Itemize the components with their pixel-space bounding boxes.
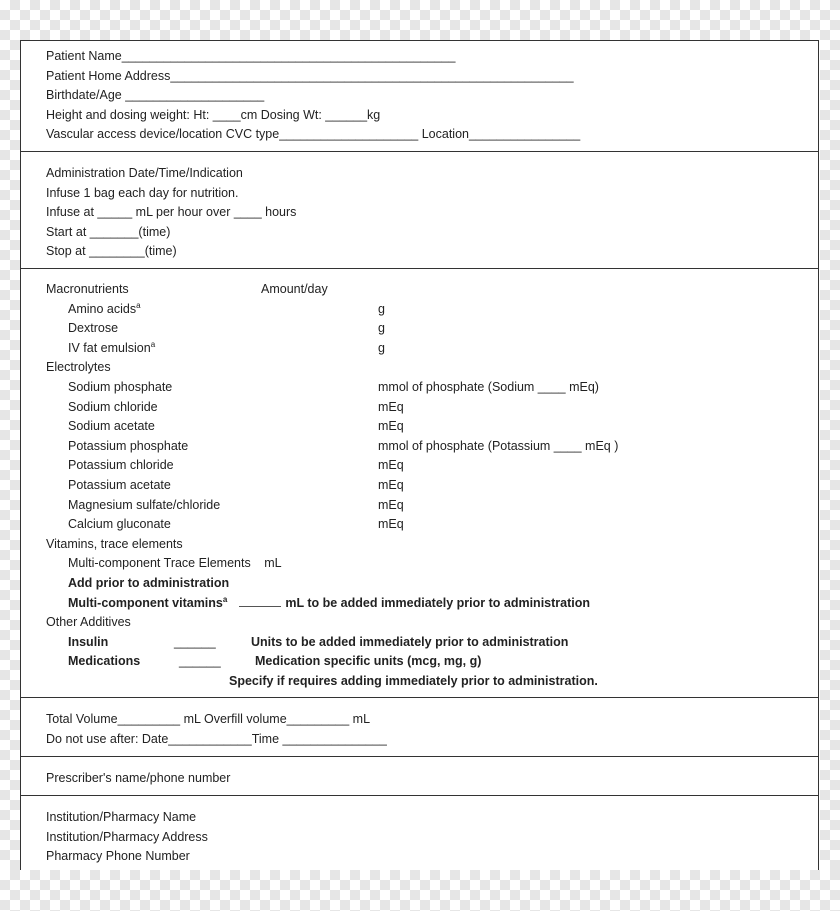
- footnote-marker: a: [150, 339, 156, 349]
- do-not-use-after-line: Do not use after: Date____________Time _______________: [46, 731, 387, 746]
- parenteral-nutrition-order-form: [20, 40, 819, 870]
- electrolyte-unit: mEq: [378, 458, 404, 473]
- trace-elements-unit: mL: [264, 556, 282, 571]
- institution-name-line: Institution/Pharmacy Name: [46, 810, 197, 824]
- vitamins-note: mL to be added immediately prior to administration: [285, 595, 591, 610]
- macronutrients-heading-row: [21, 280, 818, 300]
- infuse-rate-line: Infuse at _____ mL per hour over ____ hours: [46, 205, 297, 220]
- electrolyte-unit: mEq: [378, 399, 404, 414]
- patient-name-line: Patient Name________________________________________________: [46, 49, 456, 63]
- macro-unit: g: [378, 321, 385, 336]
- vitamins-row: [21, 594, 818, 614]
- vitamins-label: Multi-component vitamins: [68, 595, 223, 610]
- electrolyte-name: Potassium phosphate: [68, 438, 189, 453]
- electrolyte-row: [21, 378, 818, 398]
- other-additives-heading: Other Additives: [46, 615, 131, 630]
- pharmacy-phone-line: Pharmacy Phone Number: [46, 849, 190, 864]
- macro-unit: g: [378, 340, 385, 355]
- total-volume-line: Total Volume_________ mL Overfill volume_________ mL: [46, 712, 371, 726]
- trace-elements-label: Multi-component Trace Elements: [68, 556, 251, 571]
- volume-section: [21, 698, 818, 757]
- electrolyte-name: Calcium gluconate: [68, 517, 171, 532]
- patient-info-section: [21, 41, 818, 152]
- medications-note: Medication specific units (mcg, mg, g): [255, 654, 482, 669]
- stop-time-line: Stop at ________(time): [46, 244, 177, 259]
- electrolyte-name: Potassium chloride: [68, 458, 174, 473]
- medications-row: [21, 652, 818, 672]
- electrolyte-row: [21, 496, 818, 516]
- macro-name: Amino acids: [68, 301, 137, 316]
- nutrients-section: [21, 269, 818, 698]
- vitamins-trace-heading: Vitamins, trace elements: [46, 536, 183, 551]
- macronutrients-heading: Macronutrients: [46, 282, 129, 296]
- macro-row: [21, 319, 818, 339]
- electrolyte-row: [21, 476, 818, 496]
- start-time-line: Start at _______(time): [46, 224, 171, 239]
- trace-elements-row: [21, 554, 818, 574]
- add-prior-note: Add prior to administration: [68, 575, 230, 590]
- patient-address-line: Patient Home Address__________________________________________________________: [46, 68, 574, 83]
- electrolyte-name: Sodium acetate: [68, 419, 155, 434]
- electrolyte-unit: mmol of phosphate (Potassium ____ mEq ): [378, 438, 619, 453]
- electrolyte-name: Sodium chloride: [68, 399, 158, 414]
- electrolyte-unit: mEq: [378, 517, 404, 532]
- macro-name: Dextrose: [68, 321, 119, 336]
- insulin-blank: ______: [174, 634, 216, 649]
- administration-heading: Administration Date/Time/Indication: [46, 166, 243, 180]
- birthdate-age-line: Birthdate/Age ____________________: [46, 88, 265, 103]
- electrolyte-unit: mEq: [378, 477, 404, 492]
- macro-row: [21, 339, 818, 359]
- electrolyte-name: Magnesium sulfate/chloride: [68, 497, 221, 512]
- electrolyte-name: Sodium phosphate: [68, 379, 173, 394]
- insulin-note: Units to be added immediately prior to administration: [251, 634, 569, 649]
- electrolytes-heading: Electrolytes: [46, 360, 111, 375]
- electrolyte-unit: mmol of phosphate (Sodium ____ mEq): [378, 379, 599, 394]
- electrolyte-row: [21, 417, 818, 437]
- transparent-background-right: [820, 40, 840, 870]
- electrolyte-row: [21, 398, 818, 418]
- electrolyte-row: [21, 515, 818, 535]
- electrolyte-row: [21, 456, 818, 476]
- electrolyte-unit: mEq: [378, 497, 404, 512]
- transparent-background-top: [0, 0, 840, 40]
- vitamins-blank-line: [239, 598, 281, 607]
- amount-per-day-heading: Amount/day: [261, 282, 328, 296]
- macro-name: IV fat emulsion: [68, 340, 151, 355]
- vascular-access-line: Vascular access device/location CVC type____________________ Location________________: [46, 127, 581, 142]
- transparent-background-left: [0, 40, 20, 870]
- prescriber-section: [21, 757, 818, 796]
- insulin-row: [21, 633, 818, 653]
- footnote-marker: a: [136, 300, 141, 310]
- electrolyte-row: [21, 437, 818, 457]
- prescriber-line: Prescriber's name/phone number: [46, 771, 231, 785]
- medications-blank: ______: [179, 654, 221, 669]
- insulin-label: Insulin: [68, 634, 109, 649]
- administration-section: [21, 152, 818, 269]
- macro-row: [21, 300, 818, 320]
- electrolyte-unit: mEq: [378, 419, 404, 434]
- institution-section: [21, 796, 818, 871]
- specify-note: Specify if requires adding immediately prior to administration.: [229, 673, 598, 688]
- footnote-marker: a: [222, 594, 228, 604]
- infuse-bag-line: Infuse 1 bag each day for nutrition.: [46, 185, 239, 200]
- macro-unit: g: [378, 301, 385, 316]
- height-weight-line: Height and dosing weight: Ht: ____cm Dosing Wt: ______kg: [46, 107, 381, 122]
- medications-label: Medications: [68, 654, 141, 669]
- transparent-background-bottom: [0, 870, 840, 911]
- institution-address-line: Institution/Pharmacy Address: [46, 829, 208, 844]
- electrolyte-name: Potassium acetate: [68, 477, 171, 492]
